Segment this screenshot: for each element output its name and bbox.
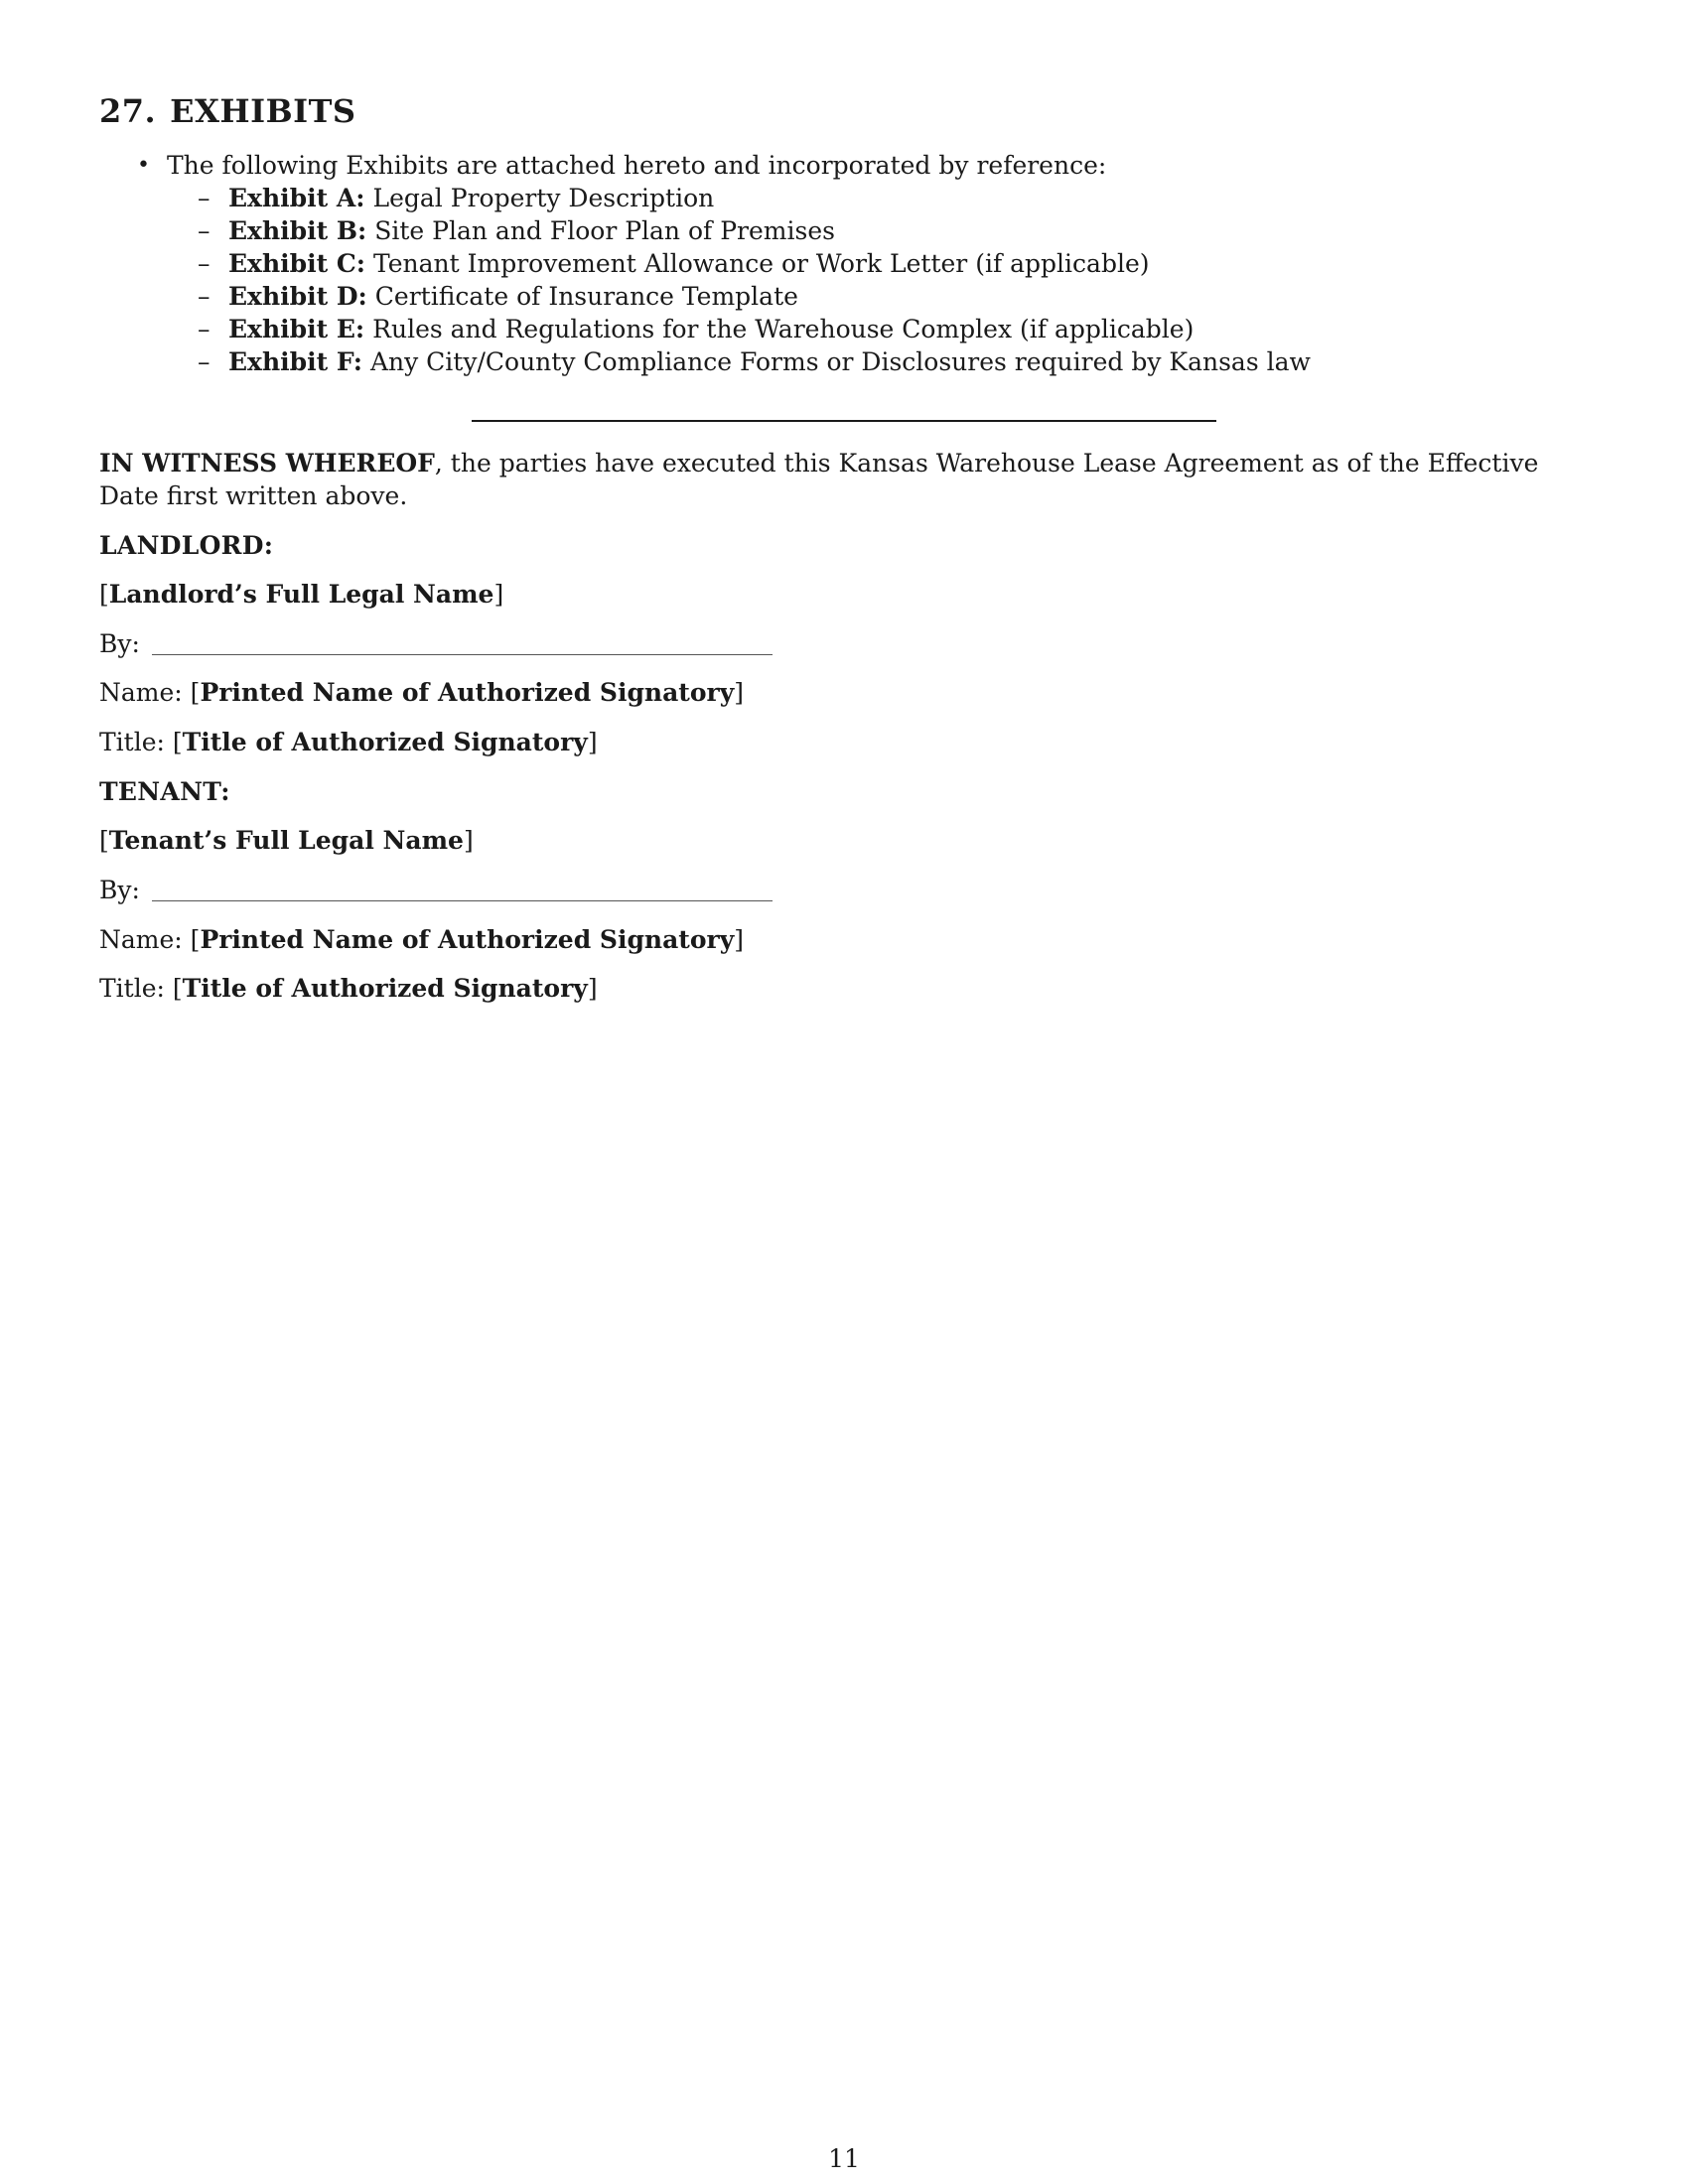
dash-marker: – (198, 282, 211, 311)
exhibit-label: Exhibit C: (228, 249, 365, 278)
exhibit-description: Tenant Improvement Allowance or Work Letter (if applicable) (373, 249, 1150, 278)
tenant-signatory-name: Printed Name of Authorized Signatory (200, 925, 735, 954)
document-page (99, 0, 1589, 2184)
exhibit-item-c (99, 247, 1539, 280)
exhibit-label: Exhibit F: (228, 347, 362, 376)
exhibit-label: Exhibit A: (228, 184, 365, 212)
tenant-by-line (99, 874, 140, 906)
exhibit-description: Legal Property Description (372, 184, 715, 212)
exhibit-item-e (99, 313, 1539, 345)
title-label: Title: (99, 974, 165, 1003)
tenant-name-line: Name: [Printed Name of Authorized Signatory] (99, 925, 744, 954)
exhibit-description: Certificate of Insurance Template (374, 282, 798, 311)
landlord-signature-line (152, 654, 773, 655)
title-label: Title: (99, 728, 165, 756)
by-label: By: (99, 876, 140, 904)
tenant-legal-name: [Tenant’s Full Legal Name] (99, 826, 474, 855)
dash-marker: – (198, 216, 211, 245)
section-heading (99, 92, 356, 130)
tenant-heading: TENANT: (99, 777, 230, 806)
exhibit-item-d (99, 280, 1539, 313)
landlord-heading: LANDLORD: (99, 531, 274, 560)
exhibit-description: Rules and Regulations for the Warehouse Complex (if applicable) (372, 315, 1195, 343)
landlord-signatory-name: Printed Name of Authorized Signatory (200, 678, 735, 707)
landlord-name-placeholder: Landlord’s Full Legal Name (108, 580, 494, 609)
exhibit-list (99, 182, 1539, 378)
exhibit-item-b (99, 214, 1539, 247)
section-title: EXHIBITS (170, 92, 356, 130)
witness-clause (99, 447, 1599, 512)
intro-text: The following Exhibits are attached hereto and incorporated by reference: (167, 151, 1107, 180)
section-number: 27. (99, 92, 157, 130)
dash-marker: – (198, 347, 211, 376)
page-number: 11 (828, 2144, 860, 2173)
tenant-signature-line (152, 900, 773, 901)
name-label: Name: (99, 678, 183, 707)
landlord-name-line: Name: [Printed Name of Authorized Signatory] (99, 678, 744, 707)
landlord-legal-name: [Landlord’s Full Legal Name] (99, 580, 504, 609)
tenant-name-placeholder: Tenant’s Full Legal Name (108, 826, 464, 855)
dash-marker: – (198, 249, 211, 278)
tenant-title-line: Title: [Title of Authorized Signatory] (99, 974, 598, 1003)
witness-lead: IN WITNESS WHEREOF (99, 449, 435, 478)
landlord-signatory-title: Title of Authorized Signatory (182, 728, 588, 756)
landlord-by-line (99, 627, 140, 660)
name-label: Name: (99, 925, 183, 954)
exhibit-description: Site Plan and Floor Plan of Premises (374, 216, 835, 245)
by-label: By: (99, 629, 140, 658)
exhibit-item-f (99, 345, 1539, 378)
dash-marker: – (198, 184, 211, 212)
dash-marker: – (198, 315, 211, 343)
tenant-signatory-title: Title of Authorized Signatory (182, 974, 588, 1003)
exhibit-description: Any City/County Compliance Forms or Disclosures required by Kansas law (369, 347, 1311, 376)
exhibit-label: Exhibit B: (228, 216, 367, 245)
section-divider (472, 420, 1216, 422)
landlord-title-line: Title: [Title of Authorized Signatory] (99, 728, 598, 756)
exhibit-label: Exhibit E: (228, 315, 365, 343)
bullet-marker: • (137, 153, 150, 178)
exhibit-item-a (99, 182, 1539, 214)
exhibit-label: Exhibit D: (228, 282, 367, 311)
witness-text: , the parties have executed this Kansas Warehouse Lease Agreement as of the Effective Date first written above. (99, 449, 1539, 510)
